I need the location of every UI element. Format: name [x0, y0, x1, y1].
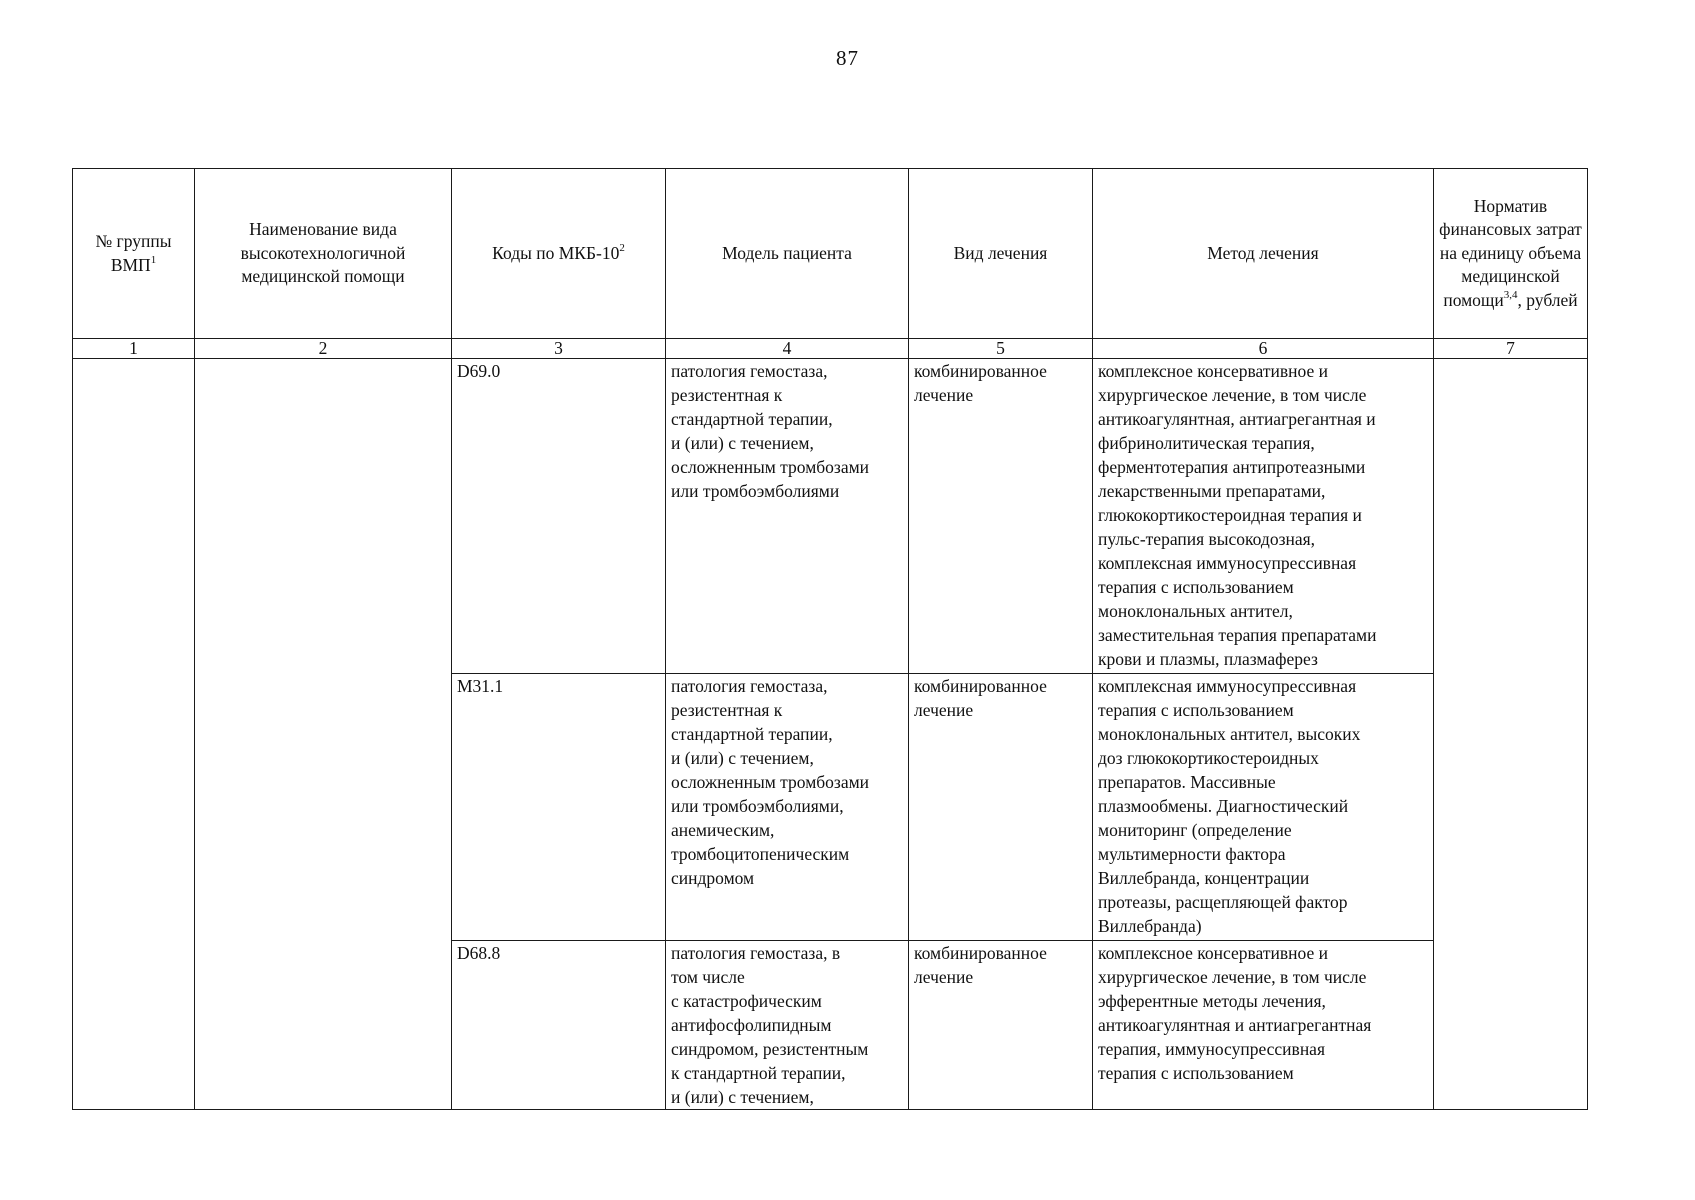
vmp-table: [72, 168, 1588, 1110]
patient-model-cell: патология гемостаза, резистентная к стандартной терапии, и (или) с течением, осложненным тромбозами или тромбоэмболиями, анемическим, тромбоцитопеническим синдромом: [666, 674, 909, 941]
group-number-cell: [73, 359, 195, 1110]
treatment-method-cell: комплексное консервативное и хирургическое лечение, в том числе антикоагулянтная, антиагрегантная и фибринолитическая терапия, ферментотерапия антипротеазными лекарственными препаратами, глюкокортикостероидная терапия и пульс-терапия высокодозная, комплексная иммуносупрессивная терапия с использованием моноклональных антител, заместительная терапия препаратами крови и плазмы, плазмаферез: [1093, 359, 1434, 674]
icd-code-cell: D69.0: [452, 359, 666, 674]
header-vmp-name: Наименование вида высокотехнологичной медицинской помощи: [195, 169, 452, 339]
cost-standard-cell: [1434, 359, 1588, 1110]
column-number: 7: [1434, 339, 1588, 359]
treatment-type-cell: комбинированное лечение: [909, 359, 1093, 674]
column-number-row: [73, 339, 1588, 359]
column-number: 3: [452, 339, 666, 359]
column-number: 5: [909, 339, 1093, 359]
treatment-type-cell: комбинированное лечение: [909, 941, 1093, 1110]
header-treatment-method: Метод лечения: [1093, 169, 1434, 339]
icd-code-cell: M31.1: [452, 674, 666, 941]
header-patient-model: Модель пациента: [666, 169, 909, 339]
page-number: 87: [836, 46, 859, 70]
table-row: [73, 359, 1588, 674]
column-number: 2: [195, 339, 452, 359]
column-number: 1: [73, 339, 195, 359]
header-cost-standard: Норматив финансовых затрат на единицу объема медицинской помощи$^{3,4}$, рублей: [1434, 169, 1588, 339]
patient-model-cell: патология гемостаза, резистентная к стандартной терапии, и (или) с течением, осложненным тромбозами или тромбоэмболиями: [666, 359, 909, 674]
vmp-name-cell: [195, 359, 452, 1110]
column-number: 4: [666, 339, 909, 359]
treatment-method-cell: комплексное консервативное и хирургическое лечение, в том числе эфферентные методы лечения, антикоагулянтная и антиагрегантная терапия, иммуносупрессивная терапия с использованием: [1093, 941, 1434, 1110]
header-row: [73, 169, 1588, 339]
header-icd-codes: Коды по МКБ-$10^2$: [452, 169, 666, 339]
column-number: 6: [1093, 339, 1434, 359]
header-group-number: № группы ВМП$^1$: [73, 169, 195, 339]
treatment-method-cell: комплексная иммуносупрессивная терапия с использованием моноклональных антител, высоких доз глюкокортикостероидных препаратов. Массивные плазмообмены. Диагностический мониторинг (определение мультимерности фактора Виллебранда, концентрации протеазы, расщепляющей фактор Виллебранда): [1093, 674, 1434, 941]
header-treatment-type: Вид лечения: [909, 169, 1093, 339]
treatment-type-cell: комбинированное лечение: [909, 674, 1093, 941]
patient-model-cell: патология гемостаза, в том числе с катастрофическим антифосфолипидным синдромом, резистентным к стандартной терапии, и (или) с течением,: [666, 941, 909, 1110]
icd-code-cell: D68.8: [452, 941, 666, 1110]
